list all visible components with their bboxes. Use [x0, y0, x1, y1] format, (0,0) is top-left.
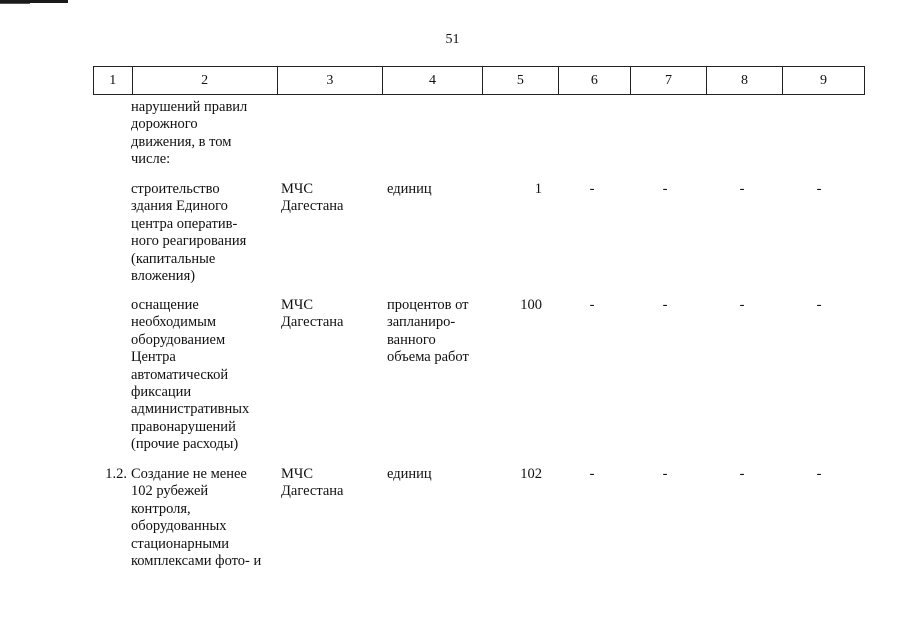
row-2-value: 100: [520, 297, 542, 313]
row-1-organization: [281, 181, 381, 216]
column-header-2: 2: [132, 67, 277, 95]
column-header-6: 6: [558, 67, 630, 95]
name-line: фиксации: [131, 384, 192, 401]
name-line: здания Единого: [131, 198, 228, 215]
name-line: стационарными: [131, 535, 230, 552]
row-1-name: [131, 181, 271, 285]
row-2-col7: -: [662, 297, 668, 313]
name-line: оборудованием: [131, 331, 226, 348]
row-3-col6: -: [589, 466, 595, 482]
org-line: Дагестана: [281, 198, 344, 215]
row-3-organization: [281, 466, 381, 501]
continuation-line: числе:: [131, 151, 171, 168]
row-2-col9: -: [816, 297, 822, 313]
continuation-line: движения, в том: [131, 133, 232, 150]
column-header-7: 7: [630, 67, 706, 95]
unit-line: ванного: [387, 331, 436, 348]
name-line: вложения): [131, 268, 196, 285]
column-header-3: 3: [277, 67, 383, 95]
row-2-col8: -: [739, 297, 745, 313]
unit-line: единиц: [387, 466, 432, 482]
row-3-value: 102: [520, 466, 542, 482]
row-3-col8: -: [739, 466, 745, 482]
page-number: 51: [445, 32, 460, 47]
continuation-line: нарушений правил: [131, 99, 248, 115]
org-line: Дагестана: [281, 314, 344, 331]
row-3-name: [131, 466, 271, 570]
name-line: оснащение: [131, 297, 199, 313]
row-1-col8: -: [739, 181, 745, 197]
column-header-9: 9: [783, 67, 865, 95]
row-1-value: 1: [534, 181, 542, 197]
column-header-4: 4: [383, 67, 483, 95]
row-2-col6: -: [589, 297, 595, 313]
continuation-text: [131, 99, 271, 169]
column-header-1: 1: [94, 67, 133, 95]
name-line: контроля,: [131, 500, 191, 517]
scan-edge-mark-secondary: [0, 3, 30, 4]
org-line: МЧС: [281, 466, 313, 482]
row-3-unit: [387, 466, 487, 483]
name-line: оборудованных: [131, 518, 227, 535]
row-2-organization: [281, 297, 381, 332]
row-1-col9: -: [816, 181, 822, 197]
row-3-number: 1.2.: [105, 466, 127, 482]
name-line: (капитальные: [131, 250, 216, 267]
row-3-col9: -: [816, 466, 822, 482]
unit-line: запланиро-: [387, 314, 456, 331]
unit-line: объема работ: [387, 349, 469, 366]
continuation-line: дорожного: [131, 116, 198, 133]
column-number-header: [93, 66, 865, 95]
name-line: необходимым: [131, 314, 217, 331]
row-1-unit: [387, 181, 487, 198]
row-2-unit: [387, 297, 487, 367]
name-line: комплексами фото- и: [131, 553, 262, 570]
column-header-5: 5: [482, 67, 558, 95]
header-row: [94, 67, 865, 95]
org-line: Дагестана: [281, 483, 344, 500]
unit-line: единиц: [387, 181, 432, 197]
column-header-8: 8: [706, 67, 782, 95]
name-line: Создание не менее: [131, 466, 247, 482]
unit-line: процентов от: [387, 297, 469, 313]
row-1-col6: -: [589, 181, 595, 197]
org-line: МЧС: [281, 181, 313, 197]
name-line: 102 рубежей: [131, 483, 209, 500]
name-line: (прочие расходы): [131, 436, 239, 453]
name-line: правонарушений: [131, 418, 236, 435]
name-line: Центра: [131, 349, 176, 366]
name-line: центра оператив-: [131, 215, 238, 232]
name-line: ного реагирования: [131, 233, 247, 250]
row-3-col7: -: [662, 466, 668, 482]
row-2-name: [131, 297, 271, 454]
name-line: автоматической: [131, 366, 229, 383]
row-1-col7: -: [662, 181, 668, 197]
name-line: строительство: [131, 181, 220, 197]
org-line: МЧС: [281, 297, 313, 313]
name-line: административных: [131, 401, 250, 418]
